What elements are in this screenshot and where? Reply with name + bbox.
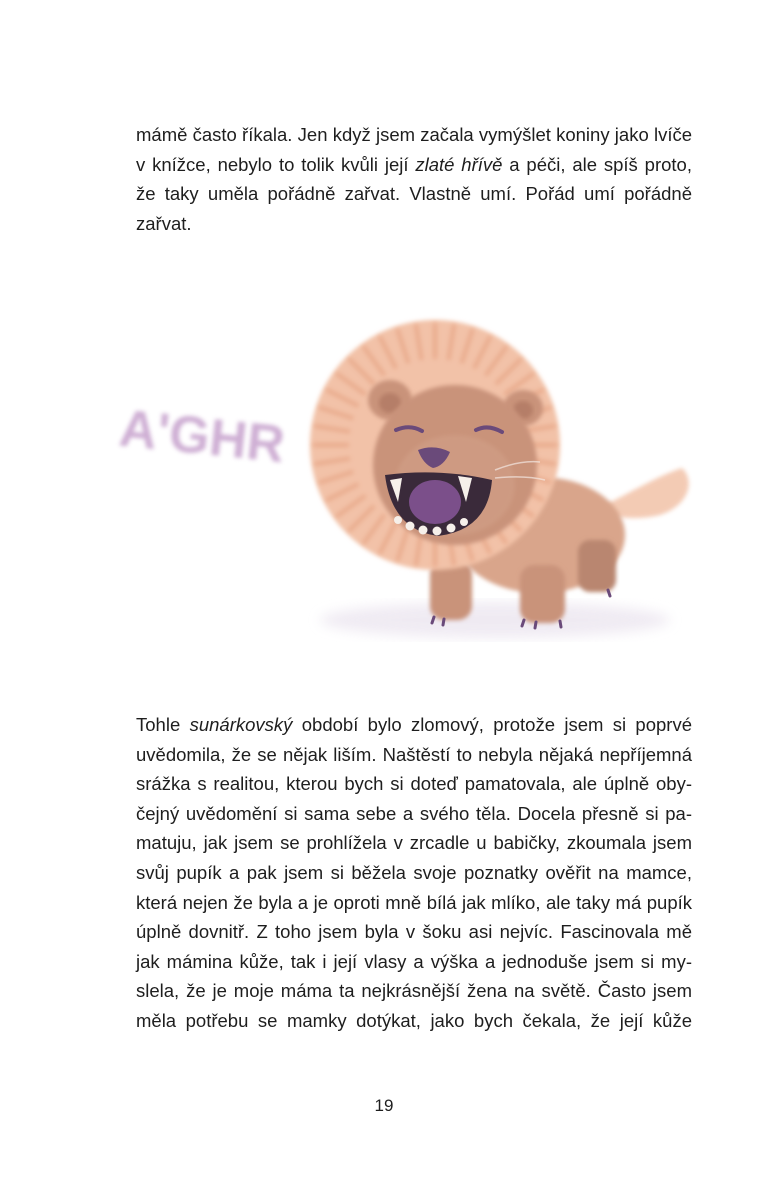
roar-text: A'GHR	[116, 399, 288, 475]
text-line: Tohle sunárkovský období bylo zlomový, protože jsem si poprvé	[136, 714, 692, 735]
page-number: 19	[374, 1096, 394, 1115]
text-line: srážka s realitou, kterou bych si doteď pamatovala, ale úplně oby-	[136, 773, 692, 795]
text-line: že taky uměla pořádně zařvat. Vlastně umí. Pořád umí pořádně	[136, 183, 692, 205]
text-line: mámě často říkala. Jen když jsem začala vymýšlet koniny jako lvíče	[136, 124, 692, 145]
lion-tail	[605, 468, 689, 518]
paragraph-1	[136, 120, 692, 238]
ground-shadow	[320, 602, 670, 638]
text-line: v knížce, nebylo to tolik kvůli její zlaté hřívě a péči, ale spíš proto,	[136, 153, 692, 175]
text-line: uvědomila, že se nějak liším. Naštěstí to nebyla nějaká nepříjemná	[136, 743, 692, 765]
text-line: matuju, jak jsem se prohlížela v zrcadle u babičky, zkoumala jsem	[136, 832, 692, 854]
lion-leg-front	[520, 565, 565, 623]
text-line: svůj pupík a pak jsem si běžela svoje poznatky ověřit na mamce,	[136, 861, 692, 883]
text-line: slela, že je moje máma ta nejkrásnější žena na světě. Často jsem	[136, 980, 692, 1002]
lion-tongue	[409, 480, 461, 524]
lion-roar-illustration	[100, 290, 700, 650]
text-line: čejný uvědomění si sama sebe a svého těla. Docela přesně si pa-	[136, 802, 692, 824]
text-line: úplně dovnitř. Z toho jsem byla v šoku asi nejvíc. Fascinovala mě	[136, 921, 692, 943]
text-line: která nejen že byla a je oproti mně bílá jak mlíko, ale taky má pupík	[136, 891, 692, 913]
lion-leg-back-right	[578, 540, 616, 592]
text-line: zařvat.	[136, 212, 192, 234]
paragraph-2	[136, 710, 692, 1036]
text-line: jak mámina kůže, tak i její vlasy a výška a jednoduše jsem si my-	[136, 950, 692, 972]
text-line: měla potřebu se mamky dotýkat, jako bych čekala, že její kůže	[136, 1009, 692, 1031]
